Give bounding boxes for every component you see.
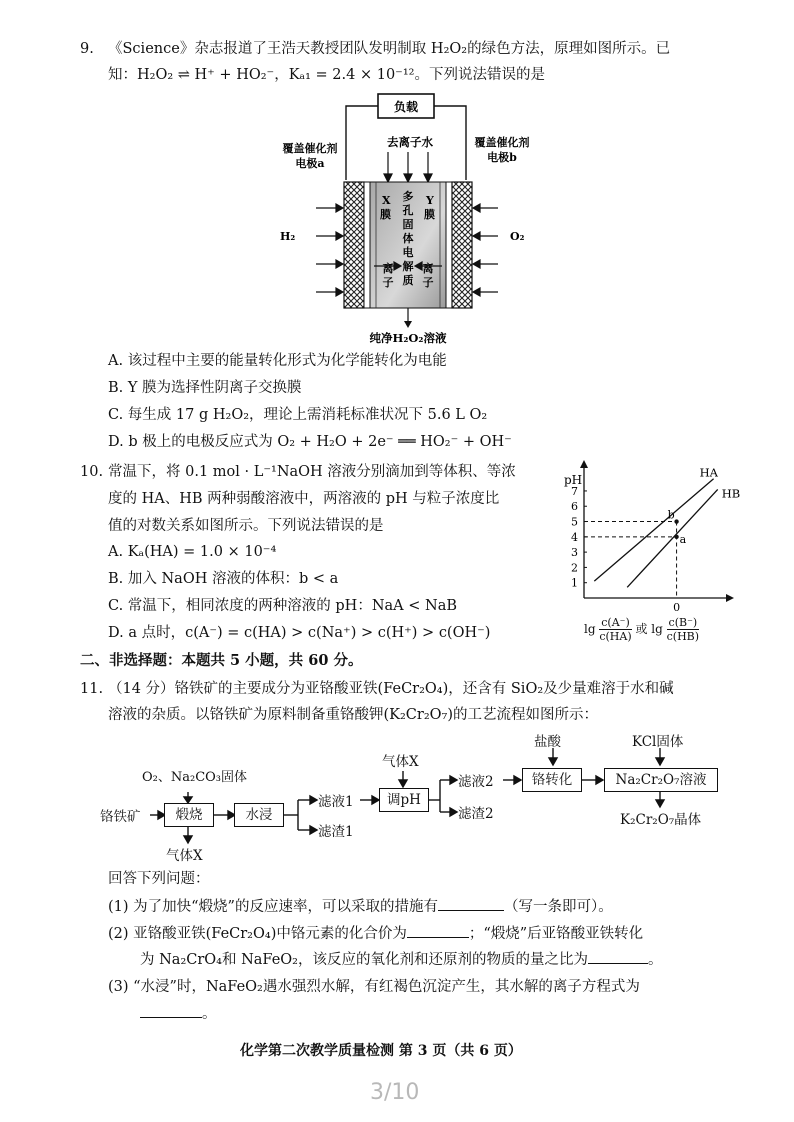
electrode-b [452,182,472,308]
y-tick-label-1: 1 [571,576,578,590]
svg-text:质: 质 [402,274,414,287]
q9-stem-line1: 《Science》杂志报道了王浩天教授团队发明制取 H₂O₂的绿色方法，原理如图所示。已 [108,41,671,57]
h2-arrows [316,204,343,296]
y-tick-label-4: 4 [571,530,578,544]
ph-chart [560,458,741,616]
svg-text:孔: 孔 [402,204,414,217]
q11-sub2-text-a: (2) 亚铬酸亚铁(FeCr₂O₄)中铬元素的化合价为 [108,926,407,942]
q11-sub2-text-b: ；“煅烧”后亚铬酸亚铁转化 [468,926,644,942]
electrode-b-label-1: 覆盖催化剂 [474,136,530,149]
y-tick-label-2: 2 [571,561,578,575]
page-footer: 化学第二次教学质量检测 第 3 页（共 6 页） [240,1043,522,1059]
svg-text:子: 子 [422,276,434,289]
flow-kcl: KCl固体 [632,734,684,750]
x-axis-arrow [726,594,734,602]
series-line-HA [594,479,713,581]
q10-stem-line2: 度的 HA、HB 两种弱酸溶液中，两溶液的 pH 与粒子浓度比 [108,491,500,507]
series-label-HA: HA [699,465,718,480]
svg-text:体: 体 [402,232,414,245]
q10-option-a: A. Kₐ(HA) = 1.0 × 10⁻⁴ [108,544,277,560]
q11-sub2-text-d: 。 [647,952,663,968]
h2-label: H₂ [280,230,296,243]
flow-ore: 铬铁矿 [100,809,141,825]
svg-text:多: 多 [402,190,414,203]
q11-sub3-text-b: 。 [202,1006,217,1022]
series-line-HB [627,489,718,587]
flow-filtrate1: 滤液1 [318,794,354,810]
q10-option-b: B. 加入 NaOH 溶液的体积：b < a [108,571,339,587]
q11-sub1-text-a: (1) 为了加快“煅烧”的反应速率，可以采取的措施有 [108,899,438,915]
load-label: 负载 [393,100,419,114]
o2-label: O₂ [510,230,525,243]
x-membrane-label-2: 膜 [380,208,391,221]
svg-text:离: 离 [422,262,434,275]
flow-na2cr2o7-box: Na₂Cr₂O₇溶液 [604,768,718,792]
svg-text:离: 离 [382,262,394,275]
x-tick-label-0: 0 [673,601,681,614]
electrode-b-label-2: 电极b [487,151,517,164]
xlabel-num-b: c(B⁻) [668,616,698,629]
q11-sub2-line1 [108,923,643,945]
q11-sub1 [108,896,613,918]
flow-step-adjust-ph: 调pH [379,788,429,812]
xlabel-den-b: c(HB) [666,630,700,643]
flow-gas-in: 气体X [382,754,419,770]
q11-sub2-blank1[interactable] [407,923,469,938]
electrode-a-label-1: 覆盖催化剂 [282,142,338,155]
q11-sub1-text-b: （写一条即可）。 [503,899,613,915]
output-label: 纯净H₂O₂溶液 [369,331,447,345]
y-tick-label-3: 3 [571,546,578,560]
xlabel-num-a: c(A⁻) [601,616,630,629]
flow-gas-out: 气体X [166,848,203,864]
q9-stem-line2: 知：H₂O₂ ⇌ H⁺ + HO₂⁻，Kₐ₁ = 2.4 × 10⁻¹²。下列说法错误的是 [108,67,545,83]
y-axis-arrow [580,460,588,468]
flow-step-cr-conversion: 铬转化 [522,768,582,792]
q10-option-d: D. a 点时，c(A⁻) = c(HA) > c(Na⁺) > c(H⁺) > c(OH⁻) [108,625,491,641]
flow-crystal: K₂Cr₂O₇晶体 [620,812,702,828]
q11-sub2-line2 [140,949,662,971]
q11-answer-intro: 回答下列问题： [108,871,210,887]
y-tick-label-7: 7 [571,484,578,498]
section2-heading: 二、非选择题：本题共 5 小题，共 60 分。 [80,652,363,669]
q11-sub3-line1: (3) “水浸”时，NaFeO₂遇水强烈水解，有红褐色沉淀产生，其水解的离子方程式为 [108,979,640,995]
point-a [674,535,678,539]
flow-filtrate2: 滤液2 [458,774,494,790]
flow-step-calcine: 煅烧 [164,803,214,827]
flow-reagent1: O₂、Na₂CO₃固体 [142,770,248,785]
svg-text:子: 子 [382,276,394,289]
q10-stem-line3: 值的对数关系如图所示。下列说法错误的是 [108,518,384,534]
q11-sub2-blank2[interactable] [588,949,648,964]
q11-number: 11. [80,681,104,697]
point-label-a: a [679,532,687,546]
y-membrane-label-2: 膜 [424,208,435,221]
xlabel-mid: 或 lg [635,622,663,636]
svg-text:固: 固 [402,218,414,231]
chart-xlabel [584,616,699,643]
q9-number: 9. [80,41,94,57]
electrolysis-cell-diagram [270,88,540,348]
svg-text:解: 解 [402,260,414,273]
water-arrows [384,152,432,182]
q11-stem-line2: 溶液的杂质。以铬铁矿为原料制备重铬酸钾(K₂Cr₂O₇)的工艺流程如图所示： [108,707,598,723]
q11-sub3-blank[interactable] [140,1003,202,1018]
deionized-water-label: 去离子水 [387,135,433,149]
point-b [674,519,678,523]
q9-option-b: B. Y 膜为选择性阴离子交换膜 [108,380,302,396]
q11-sub1-blank[interactable] [438,896,504,911]
q9-option-a: A. 该过程中主要的能量转化形式为化学能转化为电能 [108,353,447,369]
y-tick-label-6: 6 [571,500,578,514]
flow-step-water-leach: 水浸 [234,803,284,827]
flow-hcl: 盐酸 [534,734,561,750]
xlabel-lg-1: lg [584,622,596,636]
flow-residue2: 滤渣2 [458,806,494,822]
svg-text:电: 电 [402,246,414,259]
q11-sub2-text-c: 为 Na₂CrO₄和 NaFeO₂，该反应的氧化剂和还原剂的物质的量之比为 [140,952,588,968]
series-label-HB: HB [721,486,741,501]
electrode-a [344,182,364,308]
q11-sub3-line2 [140,1003,217,1025]
q11-stem-line1: （14 分）铬铁矿的主要成分为亚铬酸亚铁(FeCr₂O₄)，还含有 SiO₂及少量难溶于水和碱 [108,681,674,697]
flow-residue1: 滤渣1 [318,824,354,840]
process-flow [0,730,794,864]
electrolyte-label [403,189,415,287]
o2-arrows [473,204,498,296]
q9-option-d: D. b 极上的电极反应式为 O₂ + H₂O + 2e⁻ ══ HO₂⁻ + OH⁻ [108,434,512,450]
q10-option-c: C. 常温下，相同浓度的两种溶液的 pH：NaA < NaB [108,598,457,614]
electrode-a-label-2: 电极a [295,157,325,170]
page-indicator: 3/10 [370,1080,420,1105]
y-membrane-label-1: Y [426,194,434,207]
q9-option-c: C. 每生成 17 g H₂O₂，理论上需消耗标准状况下 5.6 L O₂ [108,407,488,423]
xlabel-den-a: c(HA) [599,630,632,643]
point-label-b: b [667,508,675,522]
q10-number: 10. [80,464,104,480]
y-tick-label-5: 5 [571,515,578,529]
q10-stem-line1: 常温下，将 0.1 mol · L⁻¹NaOH 溶液分别滴加到等体积、等浓 [108,464,516,480]
x-membrane-label-1: X [382,194,391,207]
y-axis-label: pH [564,473,583,487]
